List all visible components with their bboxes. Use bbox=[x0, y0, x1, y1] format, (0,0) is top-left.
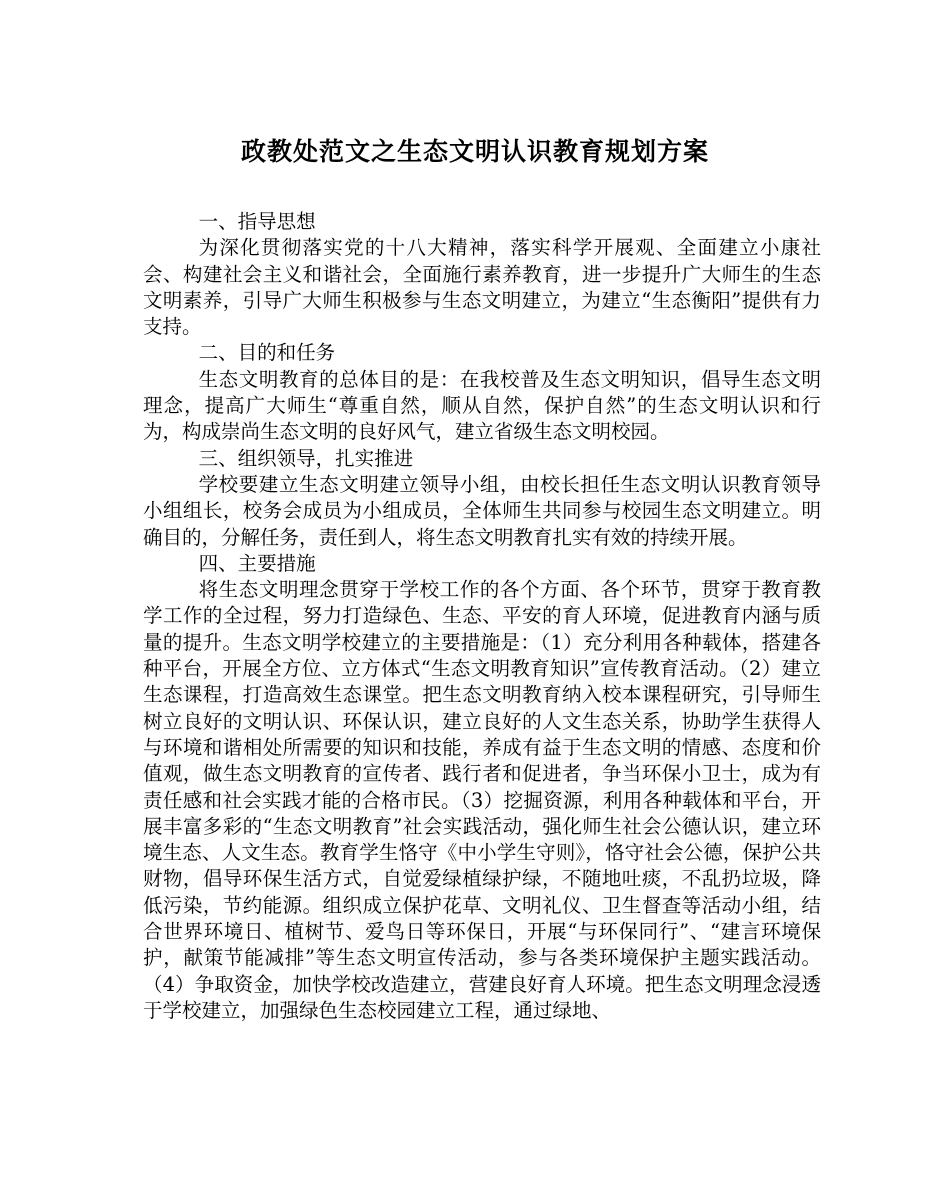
section-heading-main-measures: 四、主要措施 bbox=[198, 551, 316, 575]
section-paragraph-organization: 学校要建立生态文明建立领导小组，由校长担任生态文明认识教育领导小组组长，校务会成员为小组成员，全体师生共同参与校园生态文明建立。明确目的，分解任务，责任到人，将生态文明教育扎实有效的持续开展。 bbox=[143, 472, 821, 549]
section-heading-guiding-ideology: 一、指导思想 bbox=[198, 210, 316, 233]
section-heading-organization: 三、组织领导，扎实推进 bbox=[198, 446, 414, 470]
section-heading-purpose-tasks: 二、目的和任务 bbox=[198, 341, 336, 365]
section-paragraph-purpose-tasks: 生态文明教育的总体目的是：在我校普及生态文明知识，倡导生态文明理念，提高广大师生“尊重自然，顺从自然，保护自然”的生态文明认识和行为，构成崇尚生态文明的良好风气，建立省级生态文明校园。 bbox=[143, 367, 821, 444]
document-body bbox=[143, 209, 821, 1024]
document-title: 政教处范文之生态文明认识教育规划方案 bbox=[240, 137, 709, 166]
section-paragraph-guiding-ideology: 为深化贯彻落实党的十八大精神，落实科学开展观、全面建立小康社会、构建社会主义和谐社会，全面施行素养教育，进一步提升广大师生的生态文明素养，引导广大师生积极参与生态文明建立，为建立“生态衡阳”提供有力支持。 bbox=[143, 236, 821, 339]
section-paragraph-main-measures: 将生态文明理念贯穿于学校工作的各个方面、各个环节，贯穿于教育教学工作的全过程，努力打造绿色、生态、平安的育人环境，促进教育内涵与质量的提升。生态文明学校建立的主要措施是：（1）充分利用各种载体，搭建各种平台，开展全方位、立方体式“生态文明教育知识”宣传教育活动。（2）建立生态课程，打造高效生态课堂。把生态文明教育纳入校本课程研究，引导师生树立良好的文明认识、环保认识，建立良好的人文生态关系，协助学生获得人与环境和谐相处所需要的知识和技能，养成有益于生态文明的情感、态度和价值观，做生态文明教育的宣传者、践行者和促进者，争当环保小卫士，成为有责任感和社会实践才能的合格市民。（3）挖掘资源，利用各种载体和平台，开展丰富多彩的“生态文明教育”社会实践活动，强化师生社会公德认识，建立环境生态、人文生态。教育学生恪守《中小学生守则》，恪守社会公德，保护公共财物，倡导环保生活方式，自觉爱绿植绿护绿，不随地吐痰，不乱扔垃圾，降低污染，节约能源。组织成立保护花草、文明礼仪、卫生督查等活动小组，结合世界环境日、植树节、爱鸟日等环保日，开展“与环保同行”、“建言环境保护，献策节能减排”等生态文明宣传活动，参与各类环境保护主题实践活动。（4）争取资金，加快学校改造建立，营建良好育人环境。把生态文明理念浸透于学校建立，加强绿色生态校园建立工程，通过绿地、 bbox=[143, 578, 821, 1022]
